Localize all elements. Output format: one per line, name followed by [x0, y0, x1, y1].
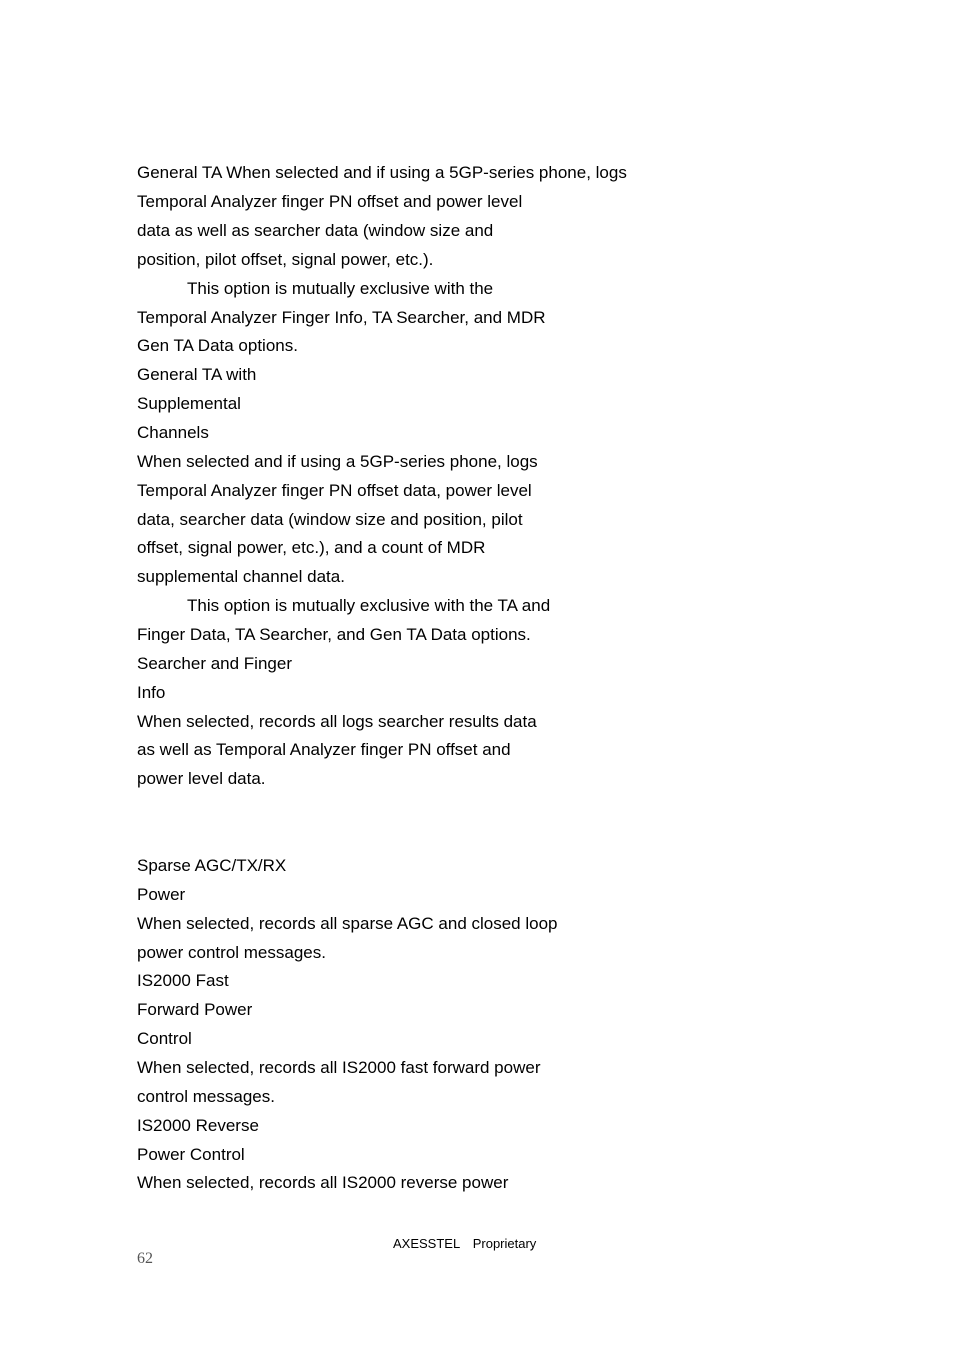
option-heading: Info: [137, 683, 166, 702]
option-heading: General TA with: [137, 365, 257, 384]
text-line: When selected, records all IS2000 fast forward power: [137, 1058, 541, 1077]
text-line: When selected, records all sparse AGC and closed loop: [137, 914, 558, 933]
text-line: Finger Data, TA Searcher, and Gen TA Data options.: [137, 625, 531, 644]
text-line: data, searcher data (window size and position, pilot: [137, 510, 523, 529]
text-line: When selected, records all logs searcher results data: [137, 712, 537, 731]
footer-proprietary-notice: AXESSTEL Proprietary: [393, 1236, 537, 1251]
text-line: When selected, records all IS2000 reverse power: [137, 1173, 509, 1192]
text-line: Temporal Analyzer finger PN offset data, power level: [137, 481, 532, 500]
option-heading: Power Control: [137, 1145, 245, 1164]
text-line: Temporal Analyzer finger PN offset and power level: [137, 192, 523, 211]
text-line: This option is mutually exclusive with the TA and: [187, 596, 551, 615]
text-line: power control messages.: [137, 943, 326, 962]
option-heading: Power: [137, 885, 186, 904]
text-line: as well as Temporal Analyzer finger PN offset and: [137, 740, 511, 759]
option-heading: Forward Power: [137, 1000, 253, 1019]
text-line: General TA When selected and if using a 5GP-series phone, logs: [137, 163, 627, 182]
text-line: When selected and if using a 5GP-series phone, logs: [137, 452, 538, 471]
text-line: power level data.: [137, 769, 266, 788]
text-line: offset, signal power, etc.), and a count of MDR: [137, 538, 486, 557]
option-heading: IS2000 Reverse: [137, 1116, 259, 1135]
text-line: position, pilot offset, signal power, etc.).: [137, 250, 434, 269]
text-line: This option is mutually exclusive with the: [187, 279, 494, 298]
text-line: supplemental channel data.: [137, 567, 345, 586]
text-line: Gen TA Data options.: [137, 336, 298, 355]
option-heading: Sparse AGC/TX/RX: [137, 856, 287, 875]
option-heading: Searcher and Finger: [137, 654, 292, 673]
option-heading: IS2000 Fast: [137, 971, 229, 990]
text-line: Temporal Analyzer Finger Info, TA Searcher, and MDR: [137, 308, 546, 327]
page-number: 62: [137, 1250, 153, 1267]
option-heading: Supplemental: [137, 394, 241, 413]
text-line: data as well as searcher data (window size and: [137, 221, 494, 240]
option-heading: Control: [137, 1029, 192, 1048]
option-heading: Channels: [137, 423, 209, 442]
text-line: control messages.: [137, 1087, 275, 1106]
